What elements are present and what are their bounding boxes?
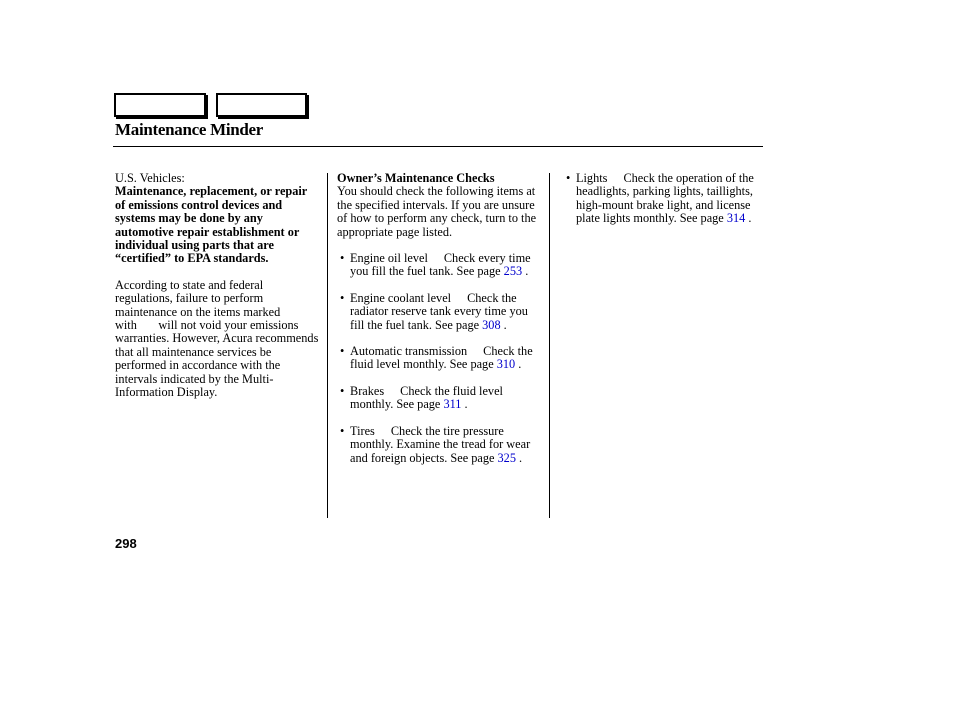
check-item-text: Check the fluid level monthly. See page — [350, 344, 533, 372]
owner-checks-heading: Owner’s Maintenance Checks — [337, 171, 495, 185]
column-owner-checks — [337, 172, 542, 478]
us-vehicles-heading: U.S. Vehicles: — [115, 171, 185, 185]
check-item-text: Check the fluid level monthly. See page — [350, 383, 503, 412]
previous-section-button[interactable] — [114, 93, 206, 117]
list-item: • Engine oil level Check every time you fill the fuel tank. See page 253 . — [337, 252, 542, 279]
check-item-text: Check the radiator reserve tank every time you fill the fuel tank. See page — [350, 290, 528, 332]
emissions-notice: Maintenance, replacement, or repair of emissions control devices and systems may be done by any automotive repair establishment or individual using parts that are “certified” to EPA standards. — [115, 184, 308, 266]
page-link[interactable]: 253 — [503, 264, 523, 279]
column-divider-2 — [549, 173, 550, 518]
list-item: • Brakes Check the fluid level monthly. See page 311 . — [337, 385, 542, 412]
page-link[interactable]: 310 — [496, 357, 516, 372]
check-item-name: Engine coolant level — [350, 290, 452, 305]
check-item-name: Automatic transmission — [350, 344, 468, 359]
check-list-continued — [563, 172, 758, 226]
page-link[interactable]: 314 — [726, 211, 746, 226]
check-list — [337, 252, 542, 465]
title-divider — [113, 146, 763, 147]
page-link[interactable]: 325 — [497, 450, 516, 465]
check-item-text: Check every time you fill the fuel tank. See page — [350, 251, 531, 279]
page-link[interactable]: 311 — [443, 397, 462, 412]
page-link[interactable]: 308 — [482, 317, 501, 332]
column-lights — [563, 172, 758, 239]
list-item: • Engine coolant level Check the radiator reserve tank every time you fill the fuel tank. See page 308 . — [337, 292, 542, 332]
check-item-name: Tires — [350, 423, 375, 438]
check-item-name: Lights — [576, 171, 608, 185]
owner-checks-intro: You should check the following items at the specified intervals. If you are unsure of how to perform any check, turn to the appropriate page listed. — [337, 184, 537, 239]
warranty-text-a: According to state and federal regulations, failure to perform maintenance on the items marked with — [115, 277, 281, 333]
next-section-button[interactable] — [216, 93, 307, 117]
warranty-paragraph — [115, 279, 320, 400]
page-title: Maintenance Minder — [115, 120, 264, 139]
page-number: 298 — [115, 536, 137, 551]
check-item-name: Engine oil level — [350, 251, 428, 266]
check-item-text: Check the operation of the headlights, parking lights, taillights, high-mount brake light, and license plate lights monthly. See page — [576, 171, 754, 226]
list-item: • Automatic transmission Check the fluid level monthly. See page 310 . — [337, 345, 542, 372]
list-item: • Tires Check the tire pressure monthly. Examine the tread for wear and foreign objects. See page 325 . — [337, 425, 542, 465]
check-item-text: Check the tire pressure monthly. Examine the tread for wear and foreign objects. See page — [350, 423, 531, 465]
list-item: • Lights Check the operation of the headlights, parking lights, taillights, high-mount brake light, and license plate lights monthly. See page 314 . — [563, 172, 758, 226]
check-item-name: Brakes — [350, 383, 385, 398]
column-emissions — [115, 172, 320, 400]
warranty-text-b: will not void your emissions warranties. However, Acura recommends that all maintenance services be performed in accordance with the intervals indicated by the Multi-Information Display. — [115, 318, 319, 400]
column-divider-1 — [327, 173, 328, 518]
